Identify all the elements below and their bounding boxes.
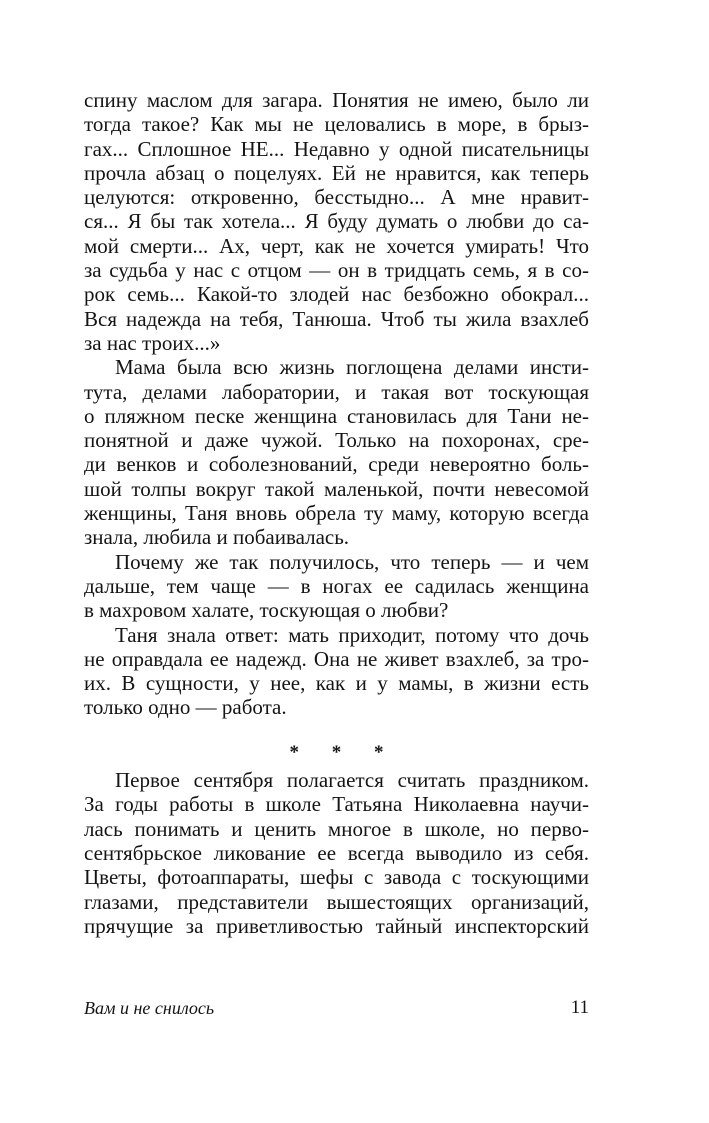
text-line: шой толпы вокруг такой маленькой, почти невесомой	[84, 476, 589, 501]
text-line: знала, любила и побаивалась.	[84, 525, 350, 550]
text-line: гах... Сплошное НЕ... Недавно у одной писательницы	[84, 136, 589, 161]
text-line: ди венков и соболезнований, среди невероятно боль-	[84, 452, 589, 477]
text-line: женщины, Таня вновь обрела ту маму, которую всегда	[84, 501, 589, 526]
text-section-after	[84, 768, 589, 938]
text-line: за судьба у нас с отцом — он в тридцать семь, я в со-	[84, 258, 589, 283]
text-line: мой смерти... Ах, черт, как не хочется умирать! Что	[84, 233, 589, 258]
text-line: За годы работы в школе Татьяна Николаевна научи-	[84, 792, 589, 817]
text-line: целуются: откровенно, бесстыдно... А мне нравит-	[84, 185, 589, 210]
text-line: тогда такое? Как мы не целовались в море, в брыз-	[84, 112, 589, 137]
text-line: Таня знала ответ: мать приходит, потому что дочь	[115, 622, 589, 647]
text-line: спину маслом для загара. Понятия не имею, было ли	[84, 88, 589, 112]
text-line: Почему же так получилось, что теперь — и чем	[115, 549, 589, 574]
text-line: только одно — работа.	[84, 695, 287, 720]
running-footer-title: Вам и не снилось	[84, 998, 215, 1018]
text-line: Первое сентября полагается считать праздником.	[115, 768, 589, 793]
page-number: 11	[570, 997, 589, 1018]
text-line: Цветы, фотоаппараты, шефы с завода с тоскующими	[84, 865, 589, 890]
text-section-before	[84, 88, 589, 720]
text-line: прячущие за приветливостью тайный инспекторский	[84, 913, 589, 938]
text-line: за нас троих...»	[84, 330, 221, 355]
page-text	[84, 88, 589, 938]
text-line: Мама была всю жизнь поглощена делами инсти-	[115, 355, 589, 380]
text-line: в махровом халате, тоскующая о любви?	[84, 598, 449, 623]
text-line: их. В сущности, у нее, как и у мамы, в жизни есть	[84, 671, 589, 696]
text-line: Вся надежда на тебя, Танюша. Чтоб ты жила взахлеб	[84, 306, 589, 331]
text-line: глазами, представители вышестоящих организаций,	[84, 889, 589, 914]
text-line: сентябрьское ликование ее всегда выводило из себя.	[84, 840, 589, 865]
text-line: ся... Я бы так хотела... Я буду думать о любви до са-	[84, 209, 589, 234]
text-line: рок семь... Какой-то злодей нас безбожно обокрал...	[84, 282, 589, 307]
text-line: о пляжном песке женщина становилась для Тани не-	[84, 403, 589, 428]
text-line: лась понимать и ценить многое в школе, но перво-	[84, 816, 589, 841]
text-line: тута, делами лаборатории, и такая вот тоскующая	[84, 379, 589, 404]
text-line: понятной и даже чужой. Только на похоронах, сре-	[84, 428, 589, 453]
text-line: дальше, тем чаще — в ногах ее садилась женщина	[84, 573, 589, 598]
text-line: не оправдала ее надежд. Она не живет взахлеб, за тро-	[84, 646, 589, 671]
text-line: прочла абзац о поцелуях. Ей не нравится, как теперь	[84, 160, 589, 185]
section-separator: * * *	[289, 741, 398, 763]
